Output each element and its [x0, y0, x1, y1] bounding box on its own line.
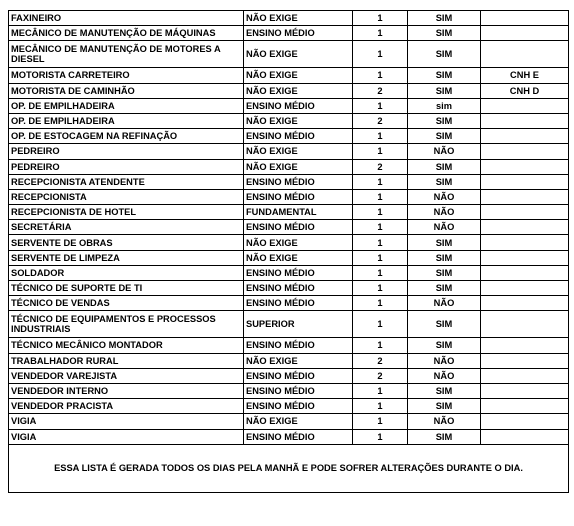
experience-cell: SIM [408, 338, 481, 353]
openings-cell: 1 [353, 250, 408, 265]
notes-cell [481, 383, 569, 398]
education-cell: ENSINO MÉDIO [244, 383, 353, 398]
openings-cell: 2 [353, 353, 408, 368]
table-row [9, 414, 569, 429]
job-title-cell: VENDEDOR VAREJISTA [9, 368, 244, 383]
table-row [9, 296, 569, 311]
job-title-cell: RECEPCIONISTA DE HOTEL [9, 205, 244, 220]
education-cell: NÃO EXIGE [244, 83, 353, 98]
experience-cell: NÃO [408, 144, 481, 159]
education-cell: ENSINO MÉDIO [244, 189, 353, 204]
education-cell: NÃO EXIGE [244, 250, 353, 265]
job-title-cell: MECÂNICO DE MANUTENÇÃO DE MOTORES A DIESEL [9, 41, 244, 68]
job-title-cell: SOLDADOR [9, 265, 244, 280]
job-title-cell: PEDREIRO [9, 144, 244, 159]
openings-cell: 1 [353, 11, 408, 26]
notes-cell [481, 296, 569, 311]
notes-cell [481, 98, 569, 113]
notes-cell [481, 159, 569, 174]
education-cell: ENSINO MÉDIO [244, 265, 353, 280]
openings-cell: 1 [353, 281, 408, 296]
experience-cell: SIM [408, 41, 481, 68]
experience-cell: NÃO [408, 189, 481, 204]
openings-cell: 1 [353, 144, 408, 159]
table-row [9, 174, 569, 189]
experience-cell: NÃO [408, 368, 481, 383]
job-title-cell: SERVENTE DE LIMPEZA [9, 250, 244, 265]
table-row [9, 113, 569, 128]
notes-cell [481, 338, 569, 353]
openings-cell: 2 [353, 83, 408, 98]
job-title-cell: OP. DE ESTOCAGEM NA REFINAÇÃO [9, 129, 244, 144]
notes-cell [481, 174, 569, 189]
notes-cell [481, 281, 569, 296]
notes-cell: CNH E [481, 68, 569, 83]
education-cell: ENSINO MÉDIO [244, 281, 353, 296]
notes-cell [481, 189, 569, 204]
job-title-cell: MECÂNICO DE MANUTENÇÃO DE MÁQUINAS [9, 26, 244, 41]
job-title-cell: SERVENTE DE OBRAS [9, 235, 244, 250]
job-title-cell: RECEPCIONISTA [9, 189, 244, 204]
experience-cell: SIM [408, 83, 481, 98]
table-row [9, 429, 569, 444]
experience-cell: SIM [408, 113, 481, 128]
job-title-cell: MOTORISTA DE CAMINHÃO [9, 83, 244, 98]
experience-cell: SIM [408, 281, 481, 296]
education-cell: ENSINO MÉDIO [244, 98, 353, 113]
notes-cell [481, 265, 569, 280]
table-row [9, 311, 569, 338]
notes-cell [481, 368, 569, 383]
experience-cell: SIM [408, 26, 481, 41]
openings-cell: 1 [353, 338, 408, 353]
table-row [9, 220, 569, 235]
experience-cell: SIM [408, 429, 481, 444]
table-row [9, 265, 569, 280]
table-row [9, 41, 569, 68]
openings-cell: 1 [353, 296, 408, 311]
experience-cell: NÃO [408, 414, 481, 429]
education-cell: ENSINO MÉDIO [244, 220, 353, 235]
education-cell: ENSINO MÉDIO [244, 296, 353, 311]
table-row [9, 338, 569, 353]
education-cell: ENSINO MÉDIO [244, 338, 353, 353]
notes-cell [481, 129, 569, 144]
education-cell: ENSINO MÉDIO [244, 368, 353, 383]
experience-cell: sim [408, 98, 481, 113]
table-row [9, 250, 569, 265]
notes-cell [481, 205, 569, 220]
education-cell: NÃO EXIGE [244, 113, 353, 128]
notes-cell [481, 399, 569, 414]
education-cell: FUNDAMENTAL [244, 205, 353, 220]
experience-cell: SIM [408, 383, 481, 398]
job-title-cell: TÉCNICO DE EQUIPAMENTOS E PROCESSOS INDUSTRIAIS [9, 311, 244, 338]
job-title-cell: VENDEDOR PRACISTA [9, 399, 244, 414]
openings-cell: 1 [353, 311, 408, 338]
job-title-cell: RECEPCIONISTA ATENDENTE [9, 174, 244, 189]
job-title-cell: TÉCNICO DE SUPORTE DE TI [9, 281, 244, 296]
table-row [9, 383, 569, 398]
education-cell: NÃO EXIGE [244, 41, 353, 68]
job-title-cell: SECRETÁRIA [9, 220, 244, 235]
notes-cell: CNH D [481, 83, 569, 98]
notes-cell [481, 311, 569, 338]
table-row [9, 11, 569, 26]
experience-cell: SIM [408, 68, 481, 83]
job-title-cell: TÉCNICO MECÂNICO MONTADOR [9, 338, 244, 353]
education-cell: NÃO EXIGE [244, 235, 353, 250]
notes-cell [481, 353, 569, 368]
footer-text: ESSA LISTA É GERADA TODOS OS DIAS PELA MANHÃ E PODE SOFRER ALTERAÇÕES DURANTE O DIA. [54, 463, 523, 474]
education-cell: SUPERIOR [244, 311, 353, 338]
table-row [9, 26, 569, 41]
openings-cell: 1 [353, 399, 408, 414]
table-row [9, 189, 569, 204]
notes-cell [481, 113, 569, 128]
table-row [9, 129, 569, 144]
table-row [9, 235, 569, 250]
notes-cell [481, 26, 569, 41]
notes-cell [481, 144, 569, 159]
openings-cell: 1 [353, 235, 408, 250]
job-title-cell: PEDREIRO [9, 159, 244, 174]
table-row [9, 368, 569, 383]
openings-cell: 1 [353, 383, 408, 398]
job-title-cell: VENDEDOR INTERNO [9, 383, 244, 398]
openings-cell: 1 [353, 220, 408, 235]
experience-cell: SIM [408, 265, 481, 280]
experience-cell: NÃO [408, 353, 481, 368]
experience-cell: NÃO [408, 205, 481, 220]
notes-cell [481, 11, 569, 26]
table-row [9, 399, 569, 414]
openings-cell: 2 [353, 368, 408, 383]
openings-cell: 1 [353, 429, 408, 444]
job-title-cell: TÉCNICO DE VENDAS [9, 296, 244, 311]
openings-cell: 1 [353, 265, 408, 280]
job-title-cell: FAXINEIRO [9, 11, 244, 26]
table-row [9, 205, 569, 220]
experience-cell: SIM [408, 250, 481, 265]
job-table-body [9, 11, 569, 445]
openings-cell: 1 [353, 189, 408, 204]
openings-cell: 1 [353, 174, 408, 189]
table-row [9, 83, 569, 98]
education-cell: NÃO EXIGE [244, 144, 353, 159]
openings-cell: 1 [353, 68, 408, 83]
openings-cell: 1 [353, 414, 408, 429]
experience-cell: SIM [408, 399, 481, 414]
table-row [9, 144, 569, 159]
education-cell: ENSINO MÉDIO [244, 429, 353, 444]
job-title-cell: TRABALHADOR RURAL [9, 353, 244, 368]
table-row [9, 68, 569, 83]
job-title-cell: OP. DE EMPILHADEIRA [9, 113, 244, 128]
openings-cell: 2 [353, 113, 408, 128]
education-cell: ENSINO MÉDIO [244, 174, 353, 189]
openings-cell: 1 [353, 98, 408, 113]
footer-note [8, 445, 569, 493]
education-cell: NÃO EXIGE [244, 414, 353, 429]
experience-cell: SIM [408, 235, 481, 250]
table-row [9, 98, 569, 113]
job-table [8, 10, 569, 445]
education-cell: NÃO EXIGE [244, 68, 353, 83]
notes-cell [481, 414, 569, 429]
table-row [9, 281, 569, 296]
notes-cell [481, 41, 569, 68]
notes-cell [481, 250, 569, 265]
job-listing-sheet [8, 10, 569, 493]
table-row [9, 159, 569, 174]
education-cell: ENSINO MÉDIO [244, 399, 353, 414]
experience-cell: SIM [408, 11, 481, 26]
experience-cell: SIM [408, 129, 481, 144]
experience-cell: SIM [408, 311, 481, 338]
openings-cell: 2 [353, 159, 408, 174]
table-row [9, 353, 569, 368]
job-title-cell: VIGIA [9, 429, 244, 444]
experience-cell: SIM [408, 159, 481, 174]
experience-cell: NÃO [408, 220, 481, 235]
notes-cell [481, 220, 569, 235]
job-title-cell: OP. DE EMPILHADEIRA [9, 98, 244, 113]
education-cell: NÃO EXIGE [244, 159, 353, 174]
experience-cell: SIM [408, 174, 481, 189]
openings-cell: 1 [353, 41, 408, 68]
job-title-cell: VIGIA [9, 414, 244, 429]
openings-cell: 1 [353, 205, 408, 220]
notes-cell [481, 235, 569, 250]
job-title-cell: MOTORISTA CARRETEIRO [9, 68, 244, 83]
openings-cell: 1 [353, 129, 408, 144]
education-cell: NÃO EXIGE [244, 353, 353, 368]
notes-cell [481, 429, 569, 444]
openings-cell: 1 [353, 26, 408, 41]
education-cell: NÃO EXIGE [244, 11, 353, 26]
experience-cell: NÃO [408, 296, 481, 311]
education-cell: ENSINO MÉDIO [244, 129, 353, 144]
education-cell: ENSINO MÉDIO [244, 26, 353, 41]
